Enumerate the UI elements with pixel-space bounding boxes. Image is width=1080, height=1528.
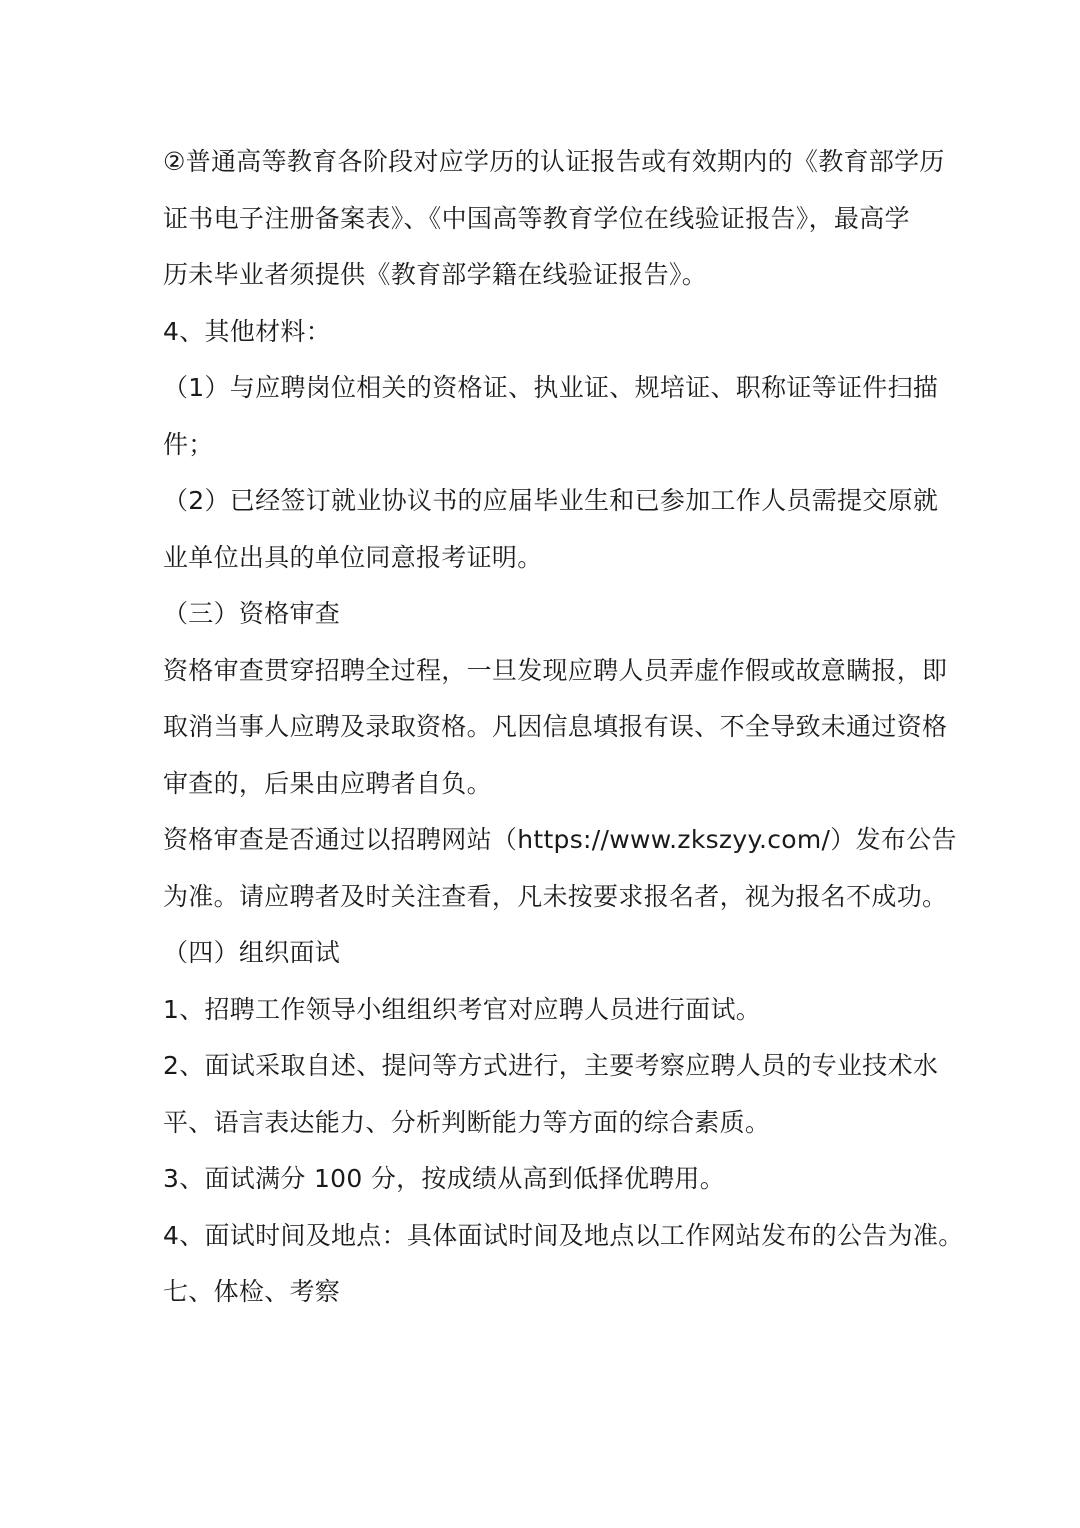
text-line: 3、面试满分 100 分，按成绩从高到低择优聘用。 <box>163 1164 726 1193</box>
text-line: 历未毕业者须提供《教育部学籍在线验证报告》。 <box>163 260 708 289</box>
text-line: 2、面试采取自述、提问等方式进行，主要考察应聘人员的专业技术水 <box>163 1051 939 1080</box>
text-line: 为准。请应聘者及时关注查看，凡未按要求报名者，视为报名不成功。 <box>163 881 948 911</box>
text-line: ②普通高等教育各阶段对应学历的认证报告或有效期内的《教育部学历 <box>163 147 945 176</box>
text-line: 业单位出具的单位同意报考证明。 <box>163 542 543 572</box>
text-line: 4、面试时间及地点：具体面试时间及地点以工作网站发布的公告为准。 <box>163 1220 964 1250</box>
text-line: 件； <box>163 429 214 459</box>
section-heading: 七、体检、考察 <box>163 1277 341 1306</box>
section-heading: 4、其他材料： <box>163 316 332 346</box>
text-line: 证书电子注册备案表》、《中国高等教育学位在线验证报告》，最高学 <box>163 203 910 233</box>
section-heading: （三）资格审查 <box>163 599 341 628</box>
text-line: 1、招聘工作领导小组组织考官对应聘人员进行面试。 <box>163 994 762 1024</box>
text-line: 平、语言表达能力、分析判断能力等方面的综合素质。 <box>163 1107 771 1137</box>
text-line: 审查的，后果由应聘者自负。 <box>163 768 492 798</box>
text-line: （2）已经签订就业协议书的应届毕业生和已参加工作人员需提交原就 <box>163 486 939 515</box>
text-line: 取消当事人应聘及录取资格。凡因信息填报有误、不全导致未通过资格 <box>163 712 948 741</box>
text-line: 资格审查是否通过以招聘网站（https://www.zkszyy.com/）发布公告 <box>163 825 957 854</box>
document-body <box>163 134 964 1321</box>
section-heading: （四）组织面试 <box>163 938 341 967</box>
text-line: 资格审查贯穿招聘全过程，一旦发现应聘人员弄虚作假或故意瞒报，即 <box>163 655 948 685</box>
text-line: （1）与应聘岗位相关的资格证、执业证、规培证、职称证等证件扫描 <box>163 373 939 402</box>
